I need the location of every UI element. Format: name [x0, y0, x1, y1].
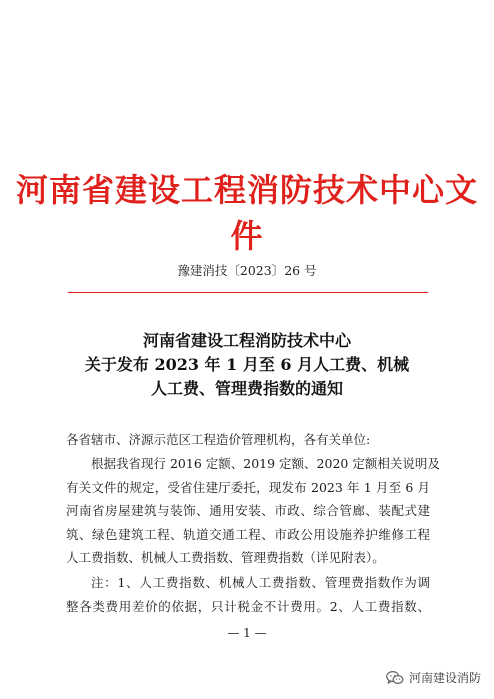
page-number: — 1 — — [227, 626, 267, 640]
watermark-label: 河南建设消防 — [408, 671, 481, 685]
wechat-watermark — [386, 669, 481, 686]
document-number: 豫建消技〔2023〕26 号 — [177, 263, 317, 278]
heading-line: 河南省建设工程消防技术中心 — [142, 331, 351, 350]
salutation: 各省辖市、济源示范区工程造价管理机构，各有关单位: — [66, 432, 371, 447]
heading-line: 关于发布 2023 年 1 月至 6 月人工费、机械 — [84, 355, 410, 374]
notice-heading — [0, 329, 494, 401]
paragraph-line: 筑、绿色建筑工程、轨道交通工程、市政公用设施养护维修工程 — [66, 526, 430, 542]
note-paragraph — [66, 571, 430, 618]
note-line: 注：1、人工费指数、机械人工费指数、管理费指数作为调 — [91, 575, 430, 590]
paragraph-line: 人工费指数、机械人工费指数、管理费指数（详见附表）。 — [66, 550, 385, 565]
heading-line: 人工费、管理费指数的通知 — [150, 379, 343, 398]
paragraph-line: 有关文件的规定，受省住建厅委托，现发布 2023 年 1 月至 6 月 — [66, 479, 430, 495]
paragraph-line: 根据我省现行 2016 定额、2019 定额、2020 定额相关说明及 — [91, 456, 440, 471]
wechat-icon — [386, 670, 404, 686]
red-divider — [68, 292, 428, 293]
document-header-title: 河南省建设工程消防技术中心文件 — [15, 171, 478, 255]
note-line: 整各类费用差价的依据，只计税金不计费用。2、人工费指数、 — [66, 598, 430, 614]
paragraph-line: 河南省房屋建筑与装饰、通用安装、市政、综合管廊、装配式建 — [66, 503, 430, 518]
body-paragraph — [66, 452, 440, 570]
